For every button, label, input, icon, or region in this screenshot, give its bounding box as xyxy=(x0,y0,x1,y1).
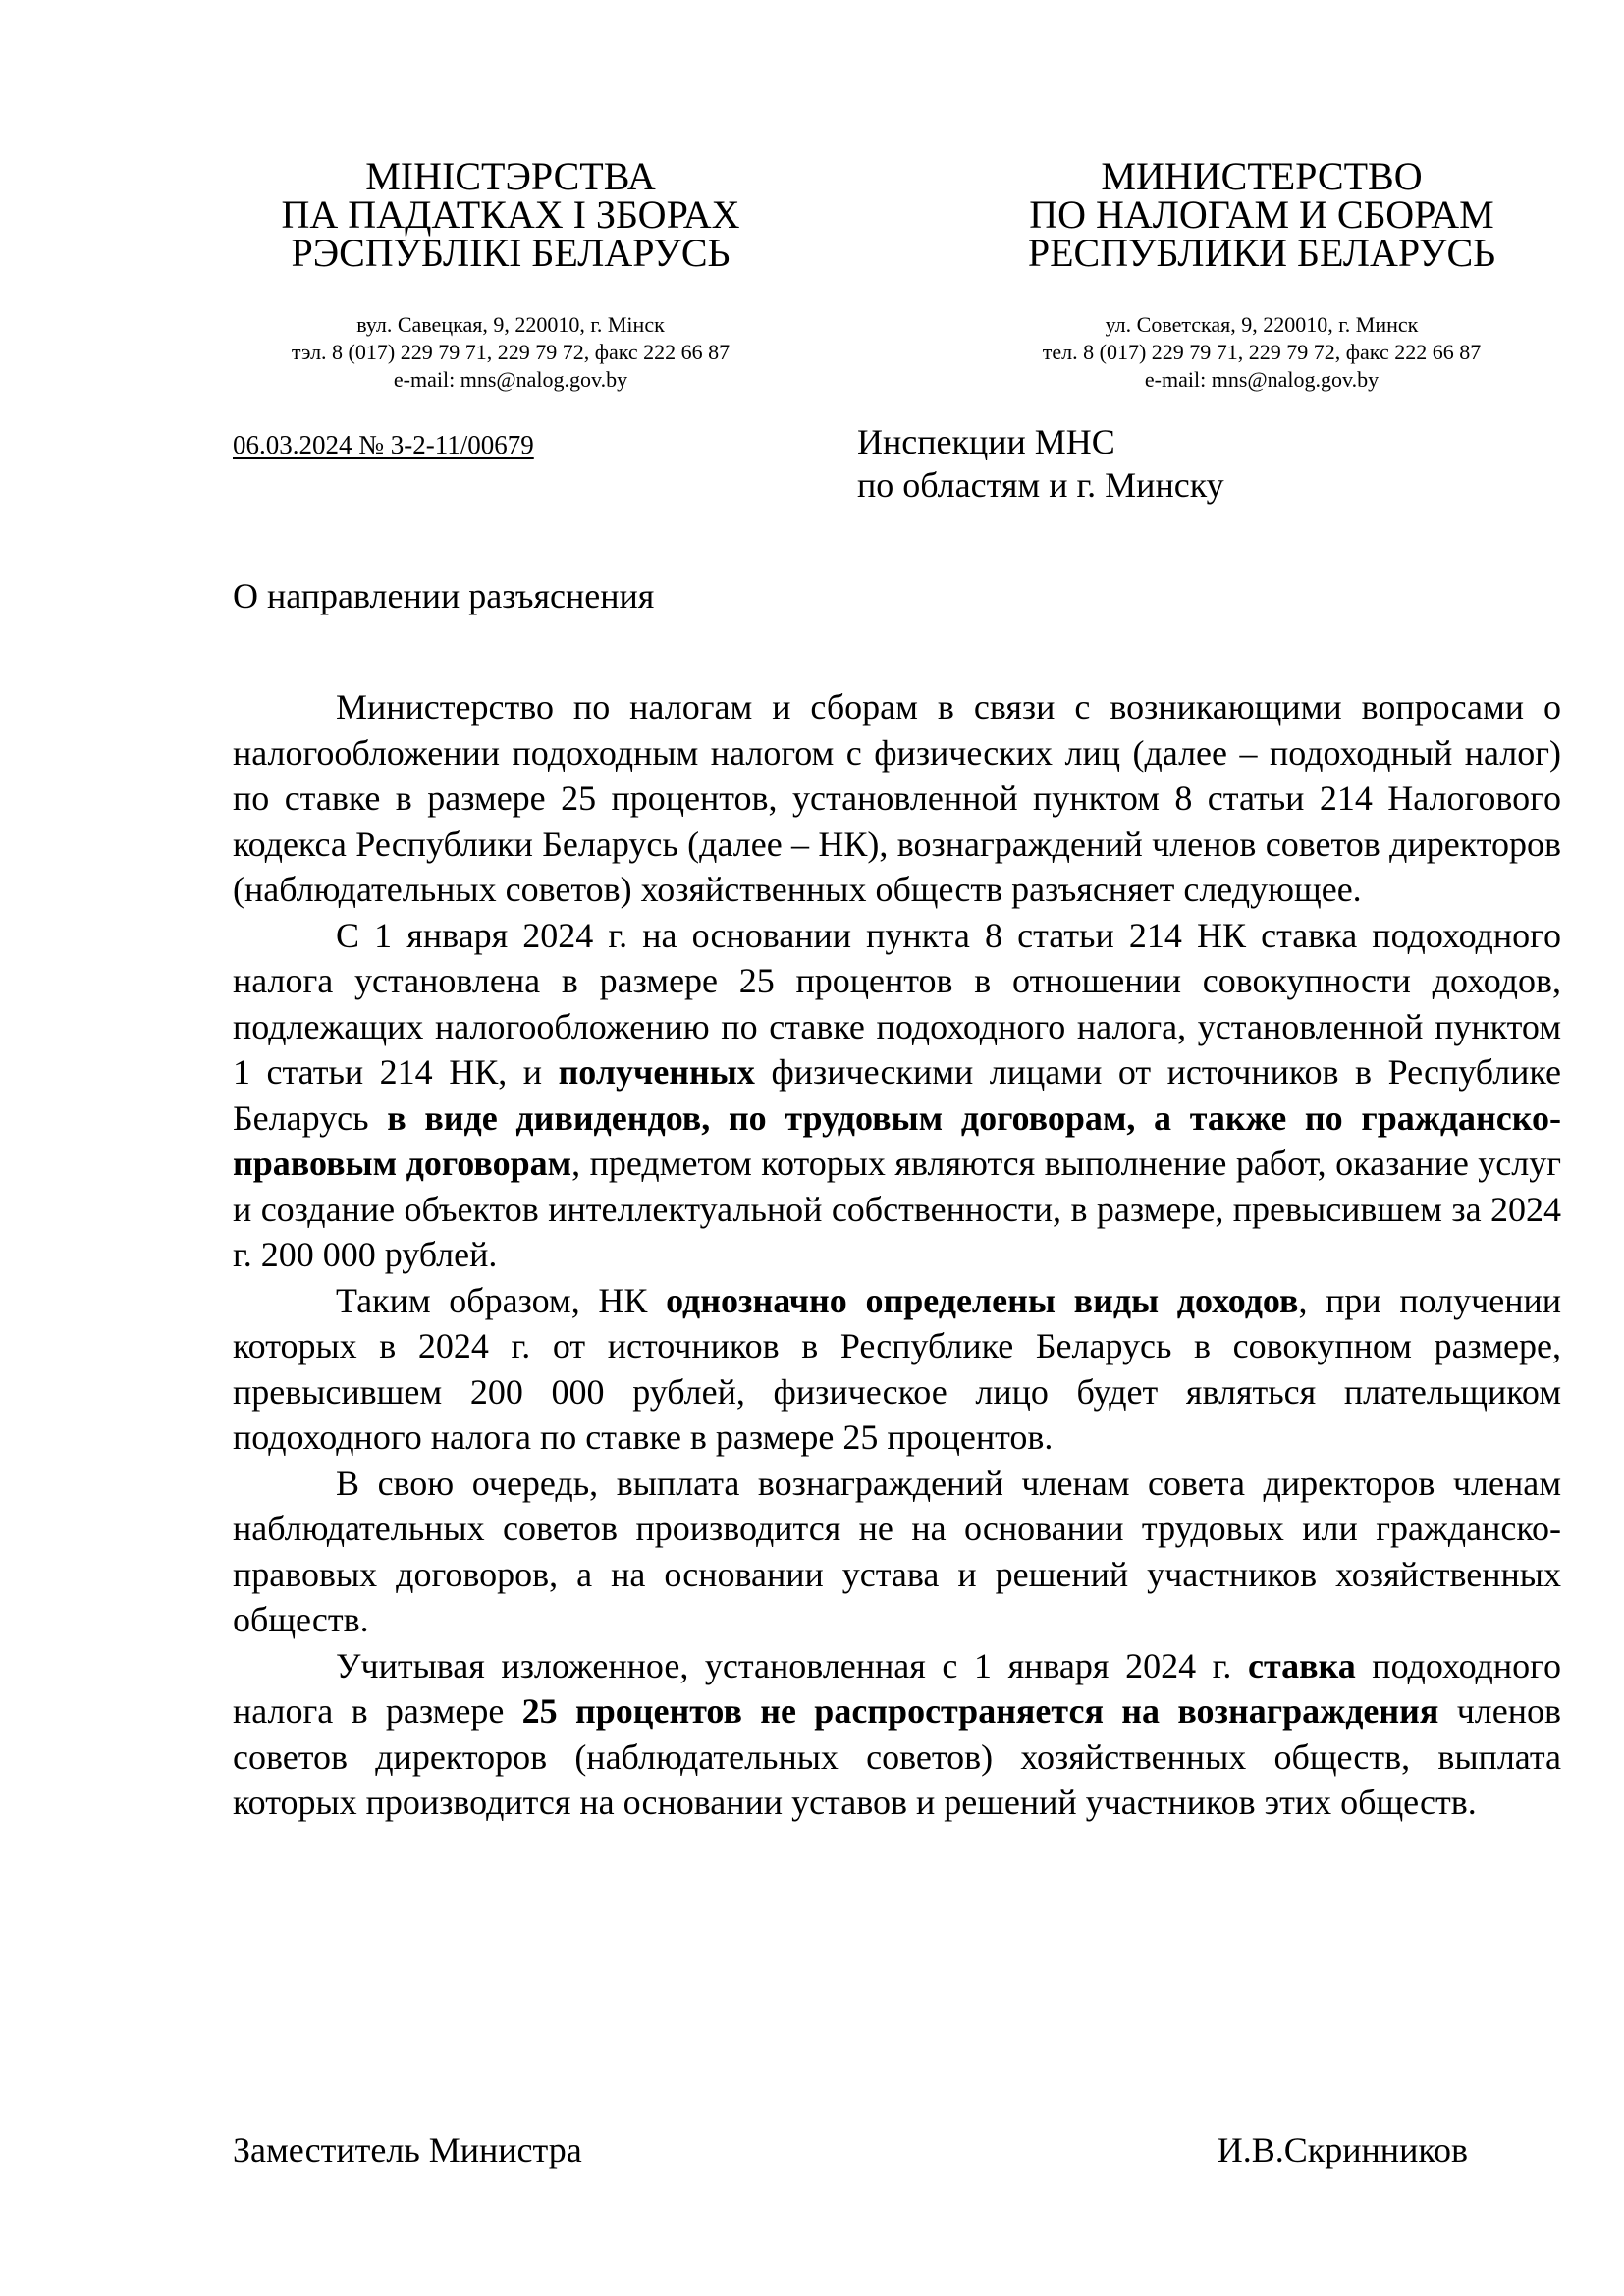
signatory-name: И.В.Скринников xyxy=(1217,2130,1468,2169)
paragraph-text: членов советов директоров (наблюдательных советов) хозяйственных обществ, выплата которых производится на основании уставов и решений участников этих обществ. xyxy=(233,1691,1562,1822)
header-belarusian xyxy=(206,154,815,394)
paragraph-text: Таким образом, НК xyxy=(336,1280,667,1320)
email: e-mail: mns@nalog.gov.by xyxy=(1144,367,1380,392)
bold-text: ставка xyxy=(1247,1645,1356,1685)
letter-subject: О направлении разъяснения xyxy=(233,576,655,615)
paragraph-text: В свою очередь, выплата вознаграждений членам совета директоров членам наблюдательных советов производится не на основании трудовых или гражданско-правовых договоров, а на основании устава и решений участников хозяйственных обществ. xyxy=(233,1463,1561,1639)
paragraph-5 xyxy=(233,1643,1561,1826)
paragraph-text: Учитывая изложенное, установленная с 1 января 2024 г. xyxy=(336,1645,1248,1685)
org-name-russian xyxy=(957,154,1566,275)
paragraph-4 xyxy=(233,1461,1561,1643)
contacts-russian xyxy=(957,311,1566,394)
paragraph-text: подоходного налога в размере xyxy=(233,1645,1562,1731)
address: ул. Советская, 9, 220010, г. Минск xyxy=(1105,312,1419,337)
org-name-belarusian xyxy=(206,154,815,275)
org-line: РЭСПУБЛІКІ БЕЛАРУСЬ xyxy=(291,231,731,275)
bold-text: в виде дивидендов, по трудовым договорам, а также по гражданско-правовым договорам xyxy=(233,1097,1562,1183)
registration-date-number: 06.03.2024 № 3-2-11/00679 xyxy=(233,430,534,459)
org-line: ПО НАЛОГАМ И СБОРАМ xyxy=(1029,192,1494,237)
phone: тел. 8 (017) 229 79 71, 229 79 72, факс 222 66 87 xyxy=(1042,340,1482,364)
paragraph-text: С 1 января 2024 г. на основании пункта 8 статьи 214 НК ставка подоходного налога установлена в размере 25 процентов в отношении совокупности доходов, подлежащих налогообложению по ставке подоходного налога, установленной пунктом 1 статьи 214 НК, и xyxy=(233,915,1561,1092)
header-russian xyxy=(957,154,1566,394)
bold-text: 25 процентов не распространяется на вознаграждения xyxy=(521,1691,1439,1731)
bold-text: однозначно определены виды доходов xyxy=(666,1280,1299,1320)
email: e-mail: mns@nalog.gov.by xyxy=(393,367,628,392)
paragraph-text: , при получении которых в 2024 г. от источников в Республике Беларусь в совокупном размере, превысившем 200 000 рублей, физическое лицо будет являться плательщиком подоходного налога по ставке в размере 25 процентов. xyxy=(233,1280,1562,1457)
letter-body xyxy=(233,684,1561,1826)
org-line: МІНІСТЭРСТВА xyxy=(365,154,656,198)
phone: тэл. 8 (017) 229 79 71, 229 79 72, факс 222 66 87 xyxy=(291,340,731,364)
paragraph-1 xyxy=(233,684,1561,913)
addressee-line: Инспекции МНС xyxy=(857,422,1115,461)
paragraph-text: Министерство по налогам и сборам в связи с возникающими вопросами о налогообложении подоходным налогом с физических лиц (далее – подоходный налог) по ставке в размере 25 процентов, установленной пунктом 8 статьи 214 Налогового кодекса Республики Беларусь (далее – НК), вознаграждений членов советов директоров (наблюдательных советов) хозяйственных обществ разъясняет следующее. xyxy=(233,687,1561,909)
paragraph-3 xyxy=(233,1278,1561,1461)
contacts-belarusian xyxy=(206,311,815,394)
org-line: МИНИСТЕРСТВО xyxy=(1101,154,1423,198)
org-line: РЕСПУБЛИКИ БЕЛАРУСЬ xyxy=(1027,231,1496,275)
address: вул. Савецкая, 9, 220010, г. Мінск xyxy=(356,312,665,337)
org-line: ПА ПАДАТКАХ І ЗБОРАХ xyxy=(281,192,740,237)
paragraph-text: , предметом которых являются выполнение работ, оказание услуг и создание объектов интеллектуальной собственности, в размере, превысившем за 2024 г. 200 000 рублей. xyxy=(233,1144,1561,1274)
paragraph-text: физическими лицами от источников в Республике Беларусь xyxy=(233,1052,1562,1138)
bold-text: полученных xyxy=(558,1052,755,1092)
addressee-line: по областям и г. Минску xyxy=(857,465,1224,505)
paragraph-2 xyxy=(233,913,1561,1278)
signatory-position: Заместитель Министра xyxy=(233,2130,582,2169)
addressee xyxy=(857,420,1224,507)
